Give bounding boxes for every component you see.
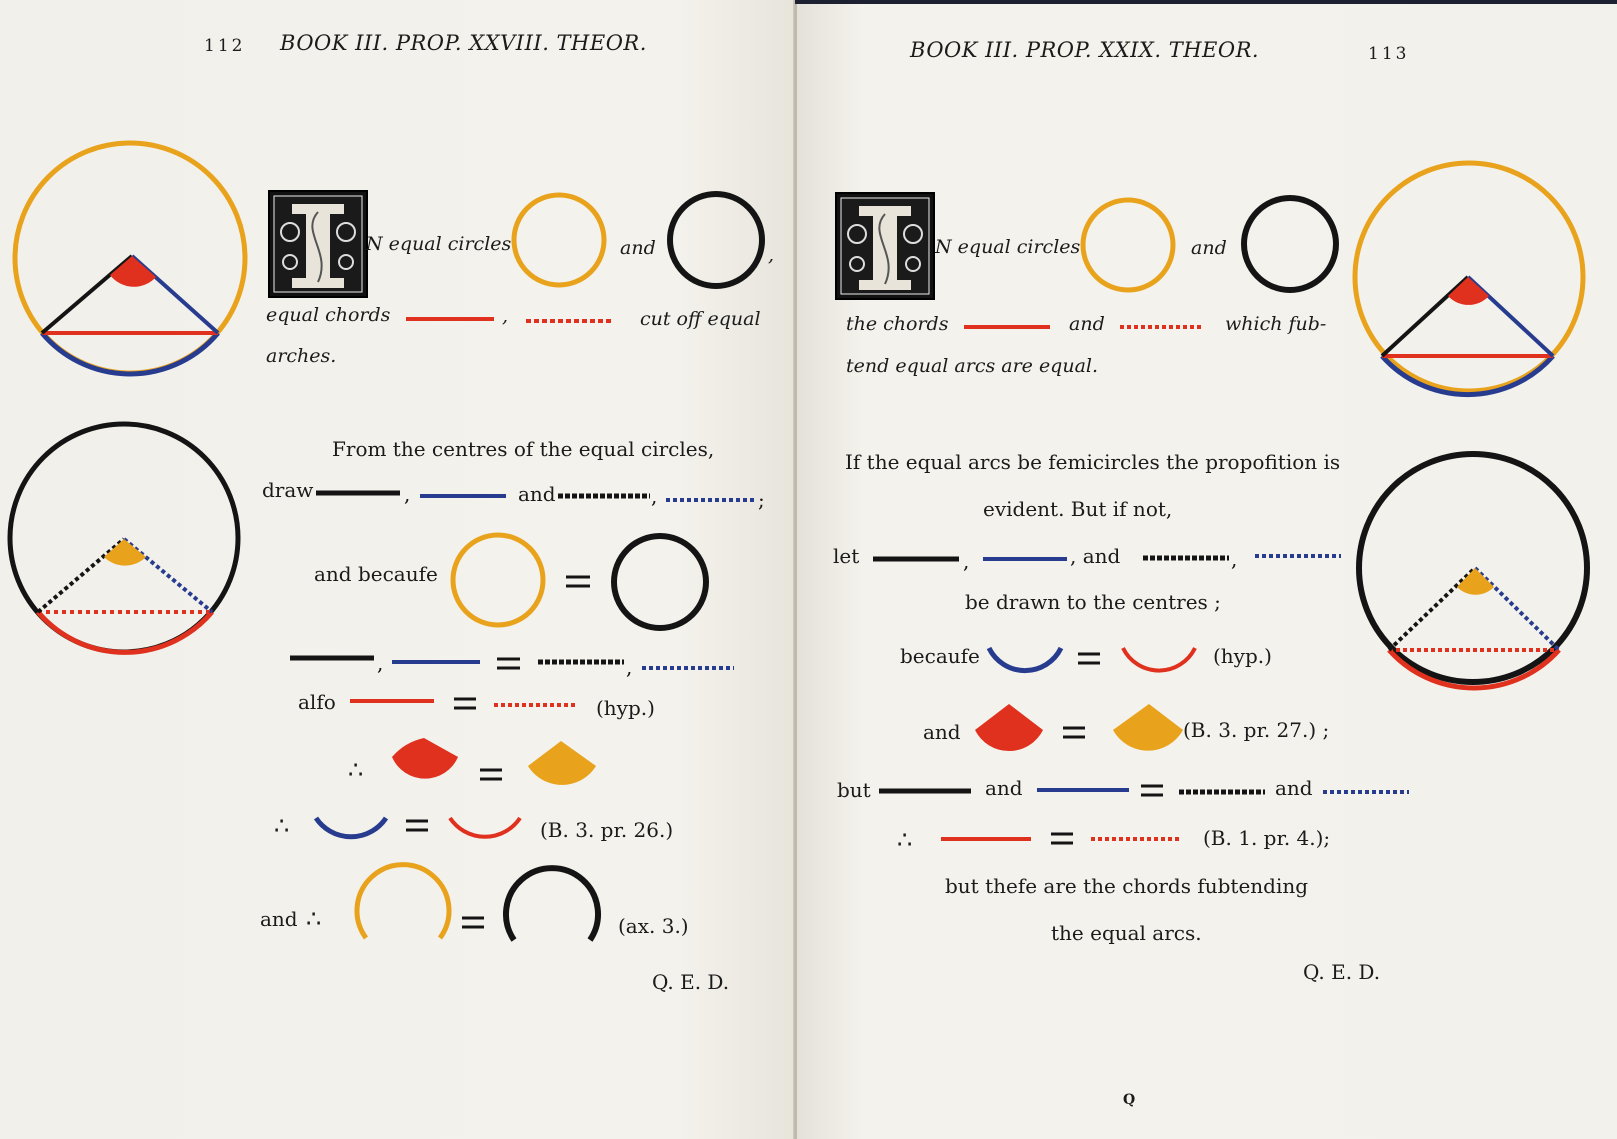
signature-mark: Q: [1123, 1092, 1136, 1108]
page-number: 112: [204, 36, 246, 56]
figure-yellow-circle: [1355, 163, 1583, 395]
running-header: BOOK III. PROP. XXVIII. THEOR.: [280, 31, 647, 55]
enunciation-comma-2: ,: [502, 305, 509, 327]
therefore-symbol: ∴: [274, 812, 290, 840]
proof-citation: (ax. 3.): [618, 914, 689, 938]
figure-yellow-circle: [15, 143, 245, 374]
svg-text:,: ,: [377, 651, 384, 675]
proof-drawn: be drawn to the centres ;: [965, 590, 1221, 614]
enunciation-line-2a: the chords: [846, 313, 949, 335]
black-circle-symbol: [670, 194, 762, 286]
proof-but-and: and: [985, 776, 1023, 800]
therefore-symbol: ∴: [897, 826, 913, 854]
proof-these: but thefe are the chords fubtending: [945, 874, 1309, 898]
enunciation-comma: ,: [768, 244, 775, 266]
yellow-circle-symbol: [514, 195, 604, 285]
svg-text:,: ,: [963, 549, 970, 573]
proof-also: alfo: [298, 690, 336, 714]
enunciation-line-3: arches.: [266, 345, 337, 367]
svg-text:;: ;: [758, 488, 765, 512]
proof-citation: (B. 1. pr. 4.);: [1203, 826, 1331, 850]
enunciation-line-1: N equal circles: [366, 233, 512, 255]
enunciation-line-2b: which fub-: [1225, 313, 1327, 335]
left-page-diagrams: [0, 0, 795, 1139]
therefore-symbol: ∴: [306, 905, 322, 933]
right-page-diagrams: [797, 0, 1617, 1139]
enunciation-line-2a: equal chords: [266, 304, 391, 326]
svg-text:,: ,: [1231, 547, 1238, 571]
enunciation-and-2: and: [1069, 313, 1105, 335]
proof-hyp: (hyp.): [596, 696, 655, 720]
running-header: BOOK III. PROP. XXIX. THEOR.: [910, 38, 1260, 62]
page-top-edge: [795, 0, 1617, 4]
svg-text:,: ,: [626, 655, 633, 679]
left-page: [0, 0, 795, 1139]
therefore-symbol: ∴: [348, 756, 364, 784]
qed: Q. E. D.: [1303, 960, 1381, 984]
proof-let: let: [833, 544, 860, 568]
proof-let-and: , and: [1070, 544, 1121, 568]
proof-and-because: and becaufe: [314, 562, 438, 586]
proof-but: but: [837, 778, 871, 802]
figure-black-circle: [1359, 454, 1587, 688]
proof-draw: draw: [262, 478, 314, 502]
proof-draw-and: and: [518, 482, 556, 506]
svg-text:,: ,: [651, 484, 658, 508]
proof-citation: (B. 3. pr. 26.): [540, 818, 674, 842]
proof-evident: evident. But if not,: [983, 497, 1173, 521]
proof-arcs: the equal arcs.: [1051, 921, 1202, 945]
proof-and-sectors: and: [923, 720, 961, 744]
enunciation-line-2b: cut off equal: [640, 308, 761, 330]
right-page: [797, 0, 1617, 1139]
qed: Q. E. D.: [652, 970, 730, 994]
page-number: 113: [1368, 44, 1410, 64]
proof-but-and-2: and: [1275, 776, 1313, 800]
figure-black-circle: [10, 424, 238, 652]
proof-citation: (B. 3. pr. 27.) ;: [1183, 718, 1330, 742]
proof-hyp: (hyp.): [1213, 644, 1272, 668]
proof-if-line: If the equal arcs be femicircles the propofition is: [845, 450, 1341, 474]
enunciation-and: and: [1191, 237, 1227, 259]
enunciation-line-1: N equal circles: [935, 236, 1081, 258]
proof-and-therefore: and: [260, 907, 298, 931]
enunciation-line-3: tend equal arcs are equal.: [846, 355, 1099, 377]
svg-text:,: ,: [404, 482, 411, 506]
proof-because: becaufe: [900, 644, 980, 668]
proof-from-line: From the centres of the equal circles,: [332, 437, 715, 461]
enunciation-and: and: [620, 237, 656, 259]
